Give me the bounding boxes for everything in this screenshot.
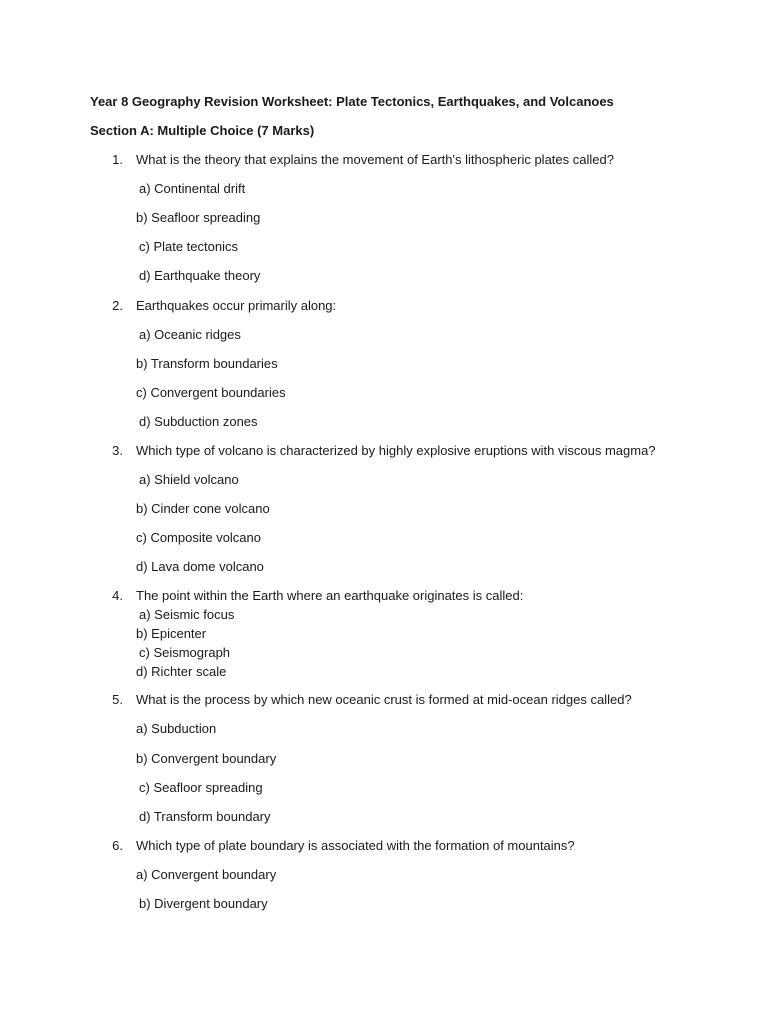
question-text: Which type of volcano is characterized by highly explosive eruptions with viscous magma? [136,443,656,458]
answer-option: d) Lava dome volcano [136,559,264,574]
question-number: 2. [112,298,123,313]
worksheet-title: Year 8 Geography Revision Worksheet: Plate Tectonics, Earthquakes, and Volcanoes [90,94,614,109]
answer-option: c) Composite volcano [136,530,261,545]
answer-option: b) Divergent boundary [139,896,268,911]
question-number: 5. [112,692,123,707]
answer-option: b) Transform boundaries [136,356,278,371]
answer-option: c) Convergent boundaries [136,385,286,400]
answer-option: a) Convergent boundary [136,867,277,882]
section-a-heading: Section A: Multiple Choice (7 Marks) [90,123,315,138]
answer-option: a) Subduction [136,721,217,736]
answer-option: b) Epicenter [136,626,207,641]
question-text: Earthquakes occur primarily along: [136,298,337,313]
question-number: 3. [112,443,123,458]
answer-option: d) Earthquake theory [139,268,261,283]
answer-option: b) Seafloor spreading [136,210,261,225]
question-text: Which type of plate boundary is associated with the formation of mountains? [136,838,575,853]
question-number: 4. [112,588,123,603]
answer-option: d) Subduction zones [139,414,258,429]
answer-option: d) Richter scale [136,664,227,679]
answer-option: a) Seismic focus [139,607,235,622]
answer-option: a) Continental drift [139,181,246,196]
answer-option: b) Cinder cone volcano [136,501,270,516]
answer-option: c) Seafloor spreading [139,780,263,795]
answer-option: a) Oceanic ridges [139,327,241,342]
question-number: 1. [112,152,123,167]
question-number: 6. [112,838,123,853]
question-text: What is the process by which new oceanic crust is formed at mid-ocean ridges called? [136,692,632,707]
answer-option: d) Transform boundary [139,809,271,824]
answer-option: a) Shield volcano [139,472,239,487]
answer-option: b) Convergent boundary [136,751,277,766]
question-text: What is the theory that explains the movement of Earth's lithospheric plates called? [136,152,614,167]
answer-option: c) Seismograph [139,645,231,660]
question-text: The point within the Earth where an earthquake originates is called: [136,588,524,603]
answer-option: c) Plate tectonics [139,239,238,254]
